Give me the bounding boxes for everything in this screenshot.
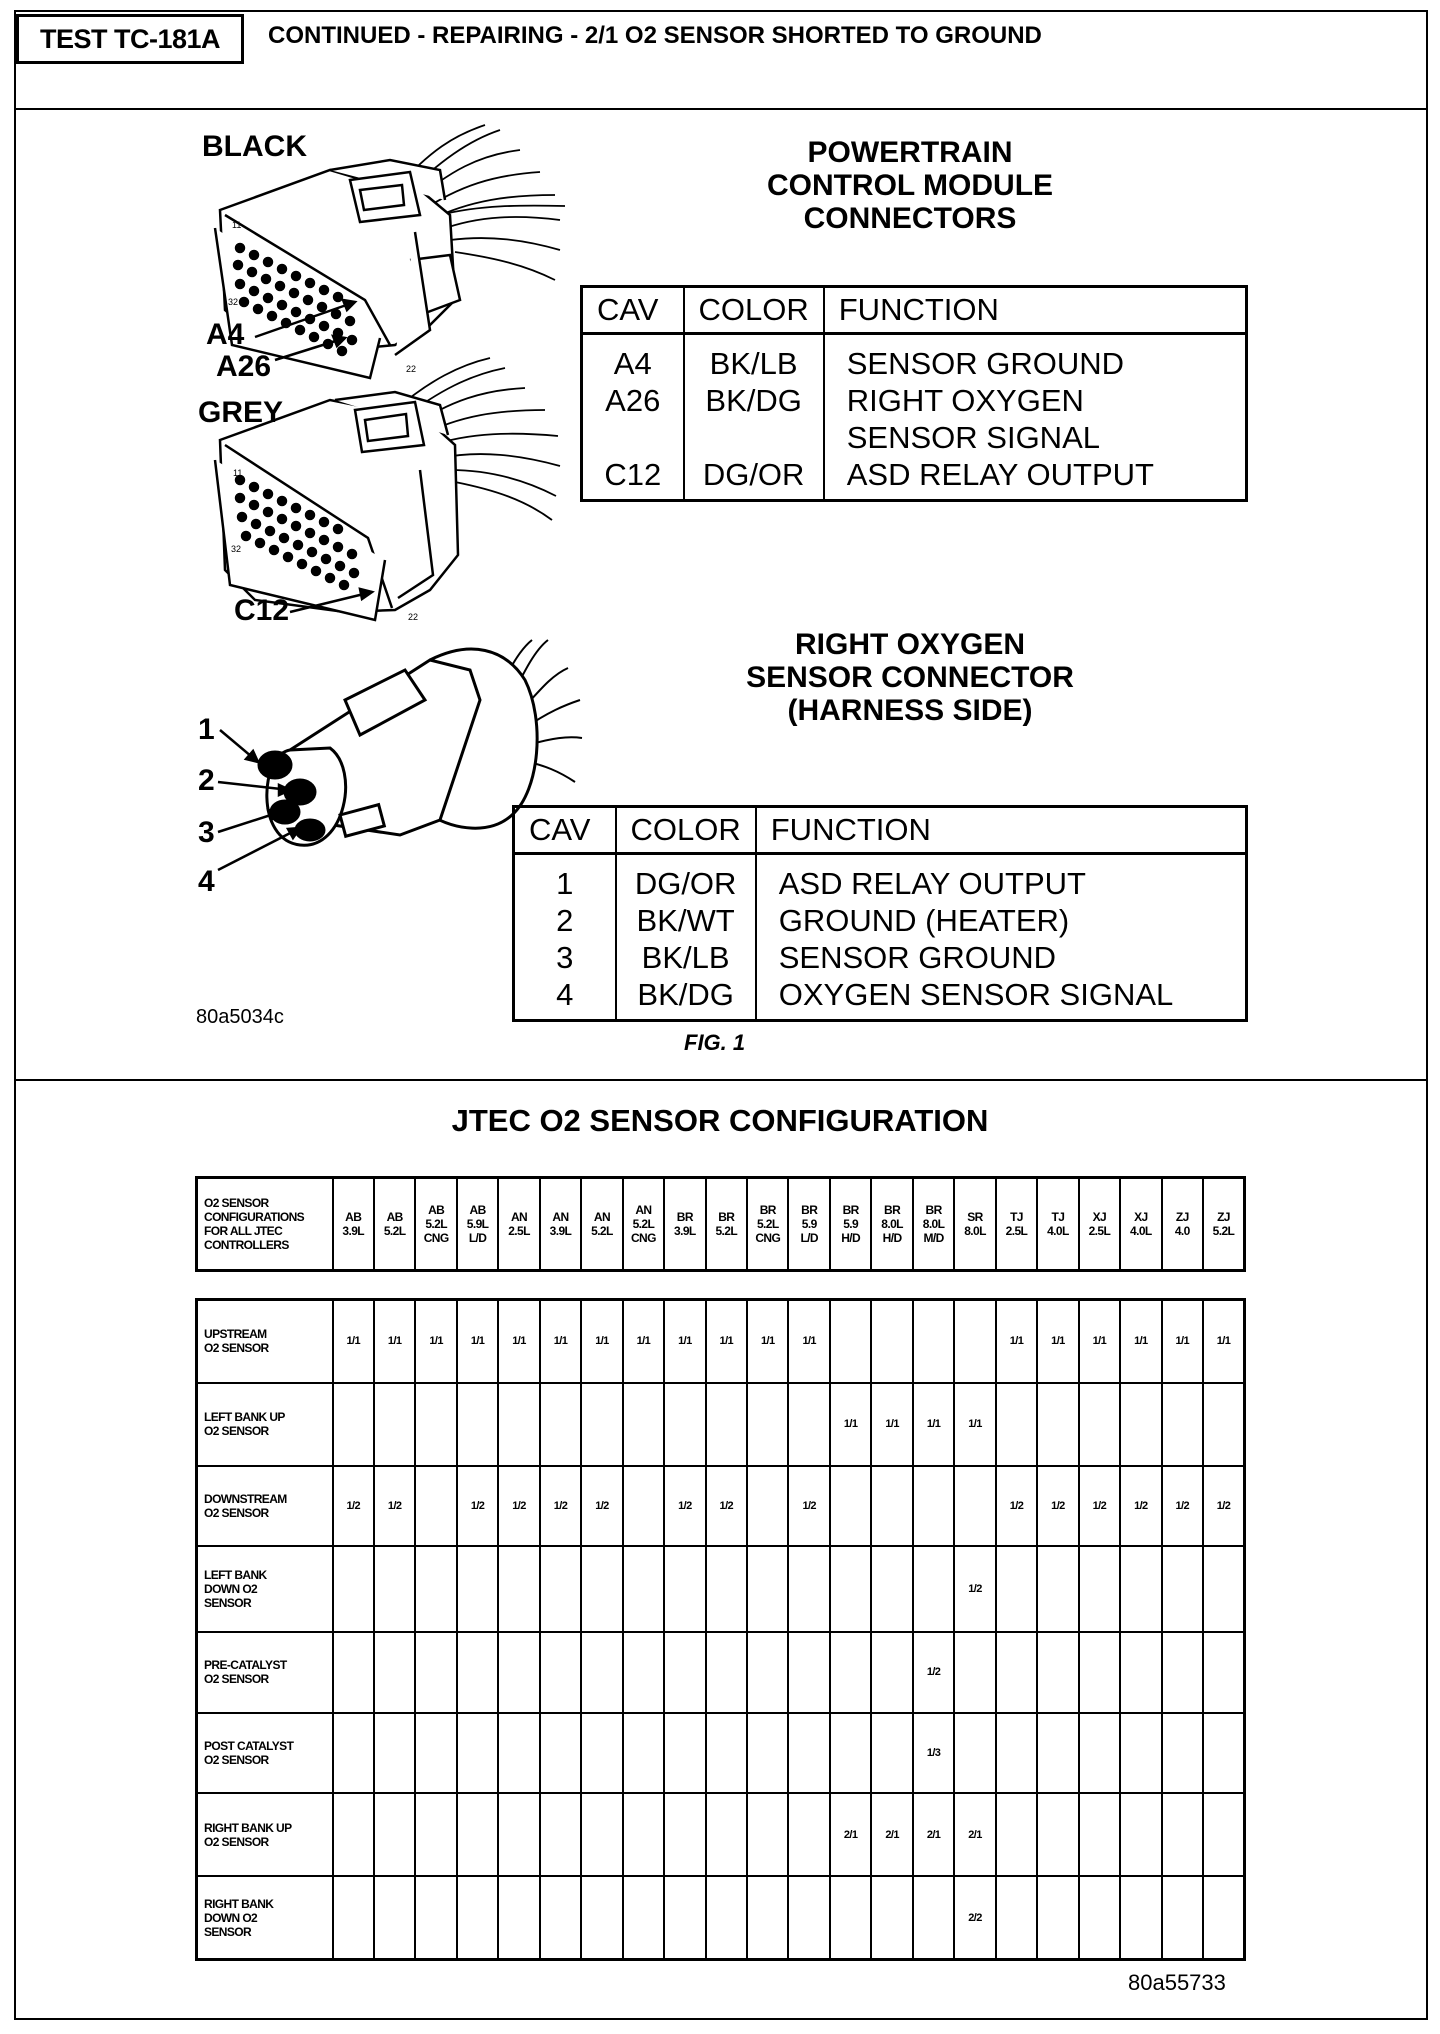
cav-header: CAV: [582, 287, 684, 334]
config-cell: 1/2: [996, 1466, 1037, 1547]
config-cell: [664, 1383, 705, 1466]
config-cell: [664, 1632, 705, 1713]
config-cell: [954, 1713, 995, 1794]
vehicle-column-header: AB 3.9L: [333, 1178, 374, 1271]
config-cell: [1162, 1793, 1203, 1876]
config-cell: [457, 1546, 498, 1632]
config-cell: [1079, 1876, 1120, 1959]
pcm-pinout-table: [580, 285, 1248, 502]
config-row: [197, 1713, 1245, 1794]
config-cell: [954, 1466, 995, 1547]
config-cell: [996, 1632, 1037, 1713]
config-cell: [457, 1876, 498, 1959]
vehicle-column-header: BR 5.2L: [706, 1178, 747, 1271]
sensor-row-label: DOWNSTREAM O2 SENSOR: [197, 1466, 333, 1547]
vehicle-column-header: AN 2.5L: [498, 1178, 539, 1271]
config-cell: [581, 1793, 622, 1876]
config-row: [197, 1383, 1245, 1466]
svg-text:22: 22: [406, 364, 417, 374]
config-cell: [996, 1876, 1037, 1959]
config-cell: [1037, 1713, 1078, 1794]
config-ref-code: 80a55733: [1128, 1970, 1226, 1995]
config-cell: [415, 1546, 456, 1632]
config-cell: [706, 1383, 747, 1466]
config-cell: 1/2: [374, 1466, 415, 1547]
config-cell: [913, 1876, 954, 1959]
config-cell: 1/1: [996, 1300, 1037, 1383]
config-cell: [540, 1546, 581, 1632]
callout-a4: A4: [206, 318, 245, 351]
config-cell: [871, 1876, 912, 1959]
config-cell: 1/1: [1037, 1300, 1078, 1383]
config-cell: [664, 1546, 705, 1632]
config-cell: 1/1: [871, 1383, 912, 1466]
config-cell: 1/1: [913, 1383, 954, 1466]
config-cell: [1079, 1632, 1120, 1713]
config-cell: [747, 1383, 788, 1466]
config-cell: [540, 1876, 581, 1959]
config-cell: [415, 1876, 456, 1959]
config-cell: [706, 1546, 747, 1632]
config-cell: [498, 1713, 539, 1794]
config-cell: [457, 1632, 498, 1713]
config-cell: [1079, 1713, 1120, 1794]
vehicle-column-header: ZJ 5.2L: [1203, 1178, 1244, 1271]
config-cell: [415, 1793, 456, 1876]
config-cell: [333, 1793, 374, 1876]
config-cell: [871, 1466, 912, 1547]
config-cell: [1120, 1632, 1161, 1713]
config-cell: [540, 1632, 581, 1713]
config-cell: [333, 1876, 374, 1959]
config-cell: 1/1: [1079, 1300, 1120, 1383]
config-cell: [1120, 1876, 1161, 1959]
config-cell: 1/3: [913, 1713, 954, 1794]
svg-text:11: 11: [233, 468, 243, 478]
vehicle-column-header: TJ 4.0L: [1037, 1178, 1078, 1271]
config-cell: [374, 1383, 415, 1466]
callout-c12: C12: [234, 594, 290, 627]
config-cell: 1/1: [540, 1300, 581, 1383]
config-cell: [623, 1466, 664, 1547]
config-cell: 1/1: [498, 1300, 539, 1383]
config-cell: [1203, 1383, 1244, 1466]
config-cell: 1/2: [498, 1466, 539, 1547]
config-cell: [664, 1793, 705, 1876]
config-cell: [415, 1466, 456, 1547]
o2-connector-heading: RIGHT OXYGEN SENSOR CONNECTOR (HARNESS SIDE): [746, 628, 1074, 727]
config-cell: [747, 1546, 788, 1632]
config-cell: [623, 1632, 664, 1713]
config-cell: [374, 1876, 415, 1959]
config-cell: 1/1: [1162, 1300, 1203, 1383]
config-cell: [623, 1383, 664, 1466]
config-cell: [415, 1383, 456, 1466]
callout-a26: A26: [216, 350, 272, 383]
vehicle-column-header: BR 5.2L CNG: [747, 1178, 788, 1271]
config-cell: [996, 1793, 1037, 1876]
config-cell: 1/1: [623, 1300, 664, 1383]
sensor-row-label: RIGHT BANK UP O2 SENSOR: [197, 1793, 333, 1876]
config-cell: [1120, 1713, 1161, 1794]
config-cell: 2/1: [871, 1793, 912, 1876]
vehicle-column-header: BR 5.9 H/D: [830, 1178, 871, 1271]
config-cell: [1162, 1632, 1203, 1713]
pcm-connectors-heading: POWERTRAIN CONTROL MODULE CONNECTORS: [766, 136, 1054, 235]
config-cell: [457, 1383, 498, 1466]
config-cell: 1/2: [706, 1466, 747, 1547]
vehicle-column-header: TJ 2.5L: [996, 1178, 1037, 1271]
config-cell: 1/2: [581, 1466, 622, 1547]
config-cell: [871, 1546, 912, 1632]
config-cell: [498, 1632, 539, 1713]
config-cell: [1203, 1632, 1244, 1713]
function-column: SENSOR GROUND RIGHT OXYGEN SENSOR SIGNAL ASD RELAY OUTPUT: [824, 334, 1247, 501]
config-cell: [540, 1793, 581, 1876]
config-cell: [788, 1713, 829, 1794]
config-matrix-table: [195, 1298, 1246, 1961]
color-header: COLOR: [616, 807, 756, 854]
config-row: [197, 1546, 1245, 1632]
vehicle-column-header: BR 8.0L M/D: [913, 1178, 954, 1271]
figure-ref-code: 80a5034c: [196, 1006, 284, 1028]
pin-label-1: 1: [198, 713, 215, 746]
config-cell: [1037, 1876, 1078, 1959]
config-cell: 1/2: [954, 1546, 995, 1632]
config-cell: [954, 1300, 995, 1383]
color-column: DG/OR BK/WT BK/LB BK/DG: [616, 854, 756, 1021]
config-cell: [788, 1546, 829, 1632]
config-cell: 1/1: [374, 1300, 415, 1383]
config-cell: [498, 1793, 539, 1876]
config-cell: [1162, 1546, 1203, 1632]
config-cell: [788, 1793, 829, 1876]
config-title: JTEC O2 SENSOR CONFIGURATION: [451, 1103, 989, 1138]
config-cell: 2/1: [954, 1793, 995, 1876]
config-cell: [664, 1876, 705, 1959]
config-cell: 1/1: [706, 1300, 747, 1383]
config-cell: 1/1: [457, 1300, 498, 1383]
cav-column: 1 2 3 4: [514, 854, 616, 1021]
config-cell: [374, 1632, 415, 1713]
sensor-row-label: UPSTREAM O2 SENSOR: [197, 1300, 333, 1383]
config-cell: [1162, 1383, 1203, 1466]
vehicle-column-header: AN 5.2L CNG: [623, 1178, 664, 1271]
config-cell: 1/1: [664, 1300, 705, 1383]
config-corner-label: O2 SENSOR CONFIGURATIONS FOR ALL JTEC CONTROLLERS: [197, 1178, 333, 1271]
vehicle-column-header: AB 5.2L: [374, 1178, 415, 1271]
config-cell: [1120, 1793, 1161, 1876]
config-cell: [871, 1713, 912, 1794]
config-cell: [581, 1546, 622, 1632]
config-cell: [333, 1713, 374, 1794]
config-cell: [871, 1632, 912, 1713]
config-cell: 1/1: [954, 1383, 995, 1466]
vehicle-column-header: AN 5.2L: [581, 1178, 622, 1271]
config-cell: 2/1: [830, 1793, 871, 1876]
config-cell: [871, 1300, 912, 1383]
sensor-row-label: RIGHT BANK DOWN O2 SENSOR: [197, 1876, 333, 1959]
config-cell: [581, 1713, 622, 1794]
config-cell: [415, 1713, 456, 1794]
config-cell: 1/2: [1079, 1466, 1120, 1547]
config-cell: [1037, 1793, 1078, 1876]
config-cell: 1/2: [457, 1466, 498, 1547]
config-cell: [1079, 1546, 1120, 1632]
config-cell: 1/1: [581, 1300, 622, 1383]
svg-text:32: 32: [231, 544, 242, 554]
config-cell: [996, 1546, 1037, 1632]
config-cell: 1/1: [747, 1300, 788, 1383]
config-cell: [623, 1546, 664, 1632]
page-title: CONTINUED - REPAIRING - 2/1 O2 SENSOR SHORTED TO GROUND: [268, 22, 1042, 49]
config-cell: [457, 1713, 498, 1794]
pin-label-3: 3: [198, 816, 215, 849]
config-cell: [913, 1546, 954, 1632]
config-cell: [581, 1383, 622, 1466]
config-cell: [706, 1713, 747, 1794]
config-cell: [498, 1383, 539, 1466]
function-header: FUNCTION: [756, 807, 1247, 854]
config-cell: [498, 1876, 539, 1959]
vehicle-column-header: BR 3.9L: [664, 1178, 705, 1271]
config-cell: [1203, 1793, 1244, 1876]
pin-label-2: 2: [198, 764, 215, 797]
config-cell: [374, 1793, 415, 1876]
vehicle-column-header: AB 5.9L L/D: [457, 1178, 498, 1271]
config-cell: [830, 1876, 871, 1959]
svg-text:32: 32: [228, 297, 239, 307]
config-cell: [540, 1713, 581, 1794]
vehicle-column-header: AN 3.9L: [540, 1178, 581, 1271]
config-cell: [623, 1793, 664, 1876]
vehicle-column-header: BR 8.0L H/D: [871, 1178, 912, 1271]
config-cell: [623, 1713, 664, 1794]
config-cell: 1/1: [415, 1300, 456, 1383]
config-row: [197, 1300, 1245, 1383]
cav-header: CAV: [514, 807, 616, 854]
config-cell: [747, 1876, 788, 1959]
vehicle-column-header: XJ 4.0L: [1120, 1178, 1161, 1271]
config-cell: [706, 1793, 747, 1876]
black-connector-label: BLACK: [202, 130, 307, 163]
config-cell: 1/1: [788, 1300, 829, 1383]
config-cell: 1/1: [830, 1383, 871, 1466]
config-cell: 1/2: [333, 1466, 374, 1547]
config-cell: [1203, 1546, 1244, 1632]
config-cell: 1/2: [913, 1632, 954, 1713]
pin-label-4: 4: [198, 865, 215, 898]
vehicle-column-header: ZJ 4.0: [1162, 1178, 1203, 1271]
config-cell: [788, 1632, 829, 1713]
config-cell: [333, 1546, 374, 1632]
function-column: ASD RELAY OUTPUT GROUND (HEATER) SENSOR GROUND OXYGEN SENSOR SIGNAL: [756, 854, 1247, 1021]
config-cell: 1/2: [664, 1466, 705, 1547]
config-cell: [913, 1466, 954, 1547]
svg-text:11: 11: [232, 220, 242, 230]
config-cell: [788, 1876, 829, 1959]
cav-column: A4 A26 C12: [582, 334, 684, 501]
config-cell: [1203, 1876, 1244, 1959]
config-cell: [374, 1713, 415, 1794]
config-cell: [457, 1793, 498, 1876]
config-cell: [1037, 1632, 1078, 1713]
config-cell: [747, 1793, 788, 1876]
vehicle-column-header: BR 5.9 L/D: [788, 1178, 829, 1271]
config-cell: [706, 1632, 747, 1713]
config-cell: 1/2: [1203, 1466, 1244, 1547]
config-cell: [830, 1300, 871, 1383]
config-cell: 1/2: [540, 1466, 581, 1547]
config-cell: [581, 1876, 622, 1959]
config-cell: [498, 1546, 539, 1632]
config-cell: [830, 1632, 871, 1713]
config-cell: [747, 1713, 788, 1794]
config-cell: [830, 1466, 871, 1547]
config-row: [197, 1466, 1245, 1547]
config-cell: [830, 1713, 871, 1794]
config-row: [197, 1632, 1245, 1713]
config-cell: [333, 1632, 374, 1713]
config-cell: [581, 1632, 622, 1713]
config-cell: 1/2: [1120, 1466, 1161, 1547]
config-cell: 1/2: [1162, 1466, 1203, 1547]
grey-connector-label: GREY: [198, 396, 284, 429]
config-cell: [415, 1632, 456, 1713]
config-cell: 1/2: [788, 1466, 829, 1547]
config-cell: 1/2: [1037, 1466, 1078, 1547]
config-cell: [1203, 1713, 1244, 1794]
config-cell: [747, 1632, 788, 1713]
config-cell: 1/1: [1120, 1300, 1161, 1383]
sensor-row-label: LEFT BANK UP O2 SENSOR: [197, 1383, 333, 1466]
config-cell: [1162, 1713, 1203, 1794]
sensor-row-label: PRE-CATALYST O2 SENSOR: [197, 1632, 333, 1713]
config-cell: [623, 1876, 664, 1959]
config-row: [197, 1876, 1245, 1959]
config-cell: [1037, 1546, 1078, 1632]
config-cell: [996, 1713, 1037, 1794]
config-cell: [540, 1383, 581, 1466]
config-cell: [788, 1383, 829, 1466]
config-cell: [706, 1876, 747, 1959]
config-cell: [1120, 1546, 1161, 1632]
config-row: [197, 1793, 1245, 1876]
config-cell: [1162, 1876, 1203, 1959]
o2-pinout-table: [512, 805, 1248, 1022]
vehicle-column-header: XJ 2.5L: [1079, 1178, 1120, 1271]
config-cell: [954, 1632, 995, 1713]
vehicle-column-header: SR 8.0L: [954, 1178, 995, 1271]
config-cell: [1079, 1793, 1120, 1876]
sensor-row-label: POST CATALYST O2 SENSOR: [197, 1713, 333, 1794]
config-cell: [664, 1713, 705, 1794]
config-cell: [1120, 1383, 1161, 1466]
function-header: FUNCTION: [824, 287, 1247, 334]
config-cell: 1/1: [333, 1300, 374, 1383]
config-cell: [830, 1546, 871, 1632]
figure-label: FIG. 1: [684, 1030, 746, 1055]
color-column: BK/LB BK/DG DG/OR: [684, 334, 824, 501]
vehicle-column-header: AB 5.2L CNG: [415, 1178, 456, 1271]
svg-text:22: 22: [408, 612, 419, 622]
config-cell: [374, 1546, 415, 1632]
config-cell: [1037, 1383, 1078, 1466]
config-cell: [1079, 1383, 1120, 1466]
config-cell: [913, 1300, 954, 1383]
config-cell: [747, 1466, 788, 1547]
sensor-row-label: LEFT BANK DOWN O2 SENSOR: [197, 1546, 333, 1632]
config-cell: 2/1: [913, 1793, 954, 1876]
config-cell: 1/1: [1203, 1300, 1244, 1383]
test-id-box: TEST TC-181A: [16, 14, 244, 64]
config-header-table: [195, 1176, 1246, 1272]
config-cell: [333, 1383, 374, 1466]
color-header: COLOR: [684, 287, 824, 334]
config-cell: [996, 1383, 1037, 1466]
config-cell: 2/2: [954, 1876, 995, 1959]
